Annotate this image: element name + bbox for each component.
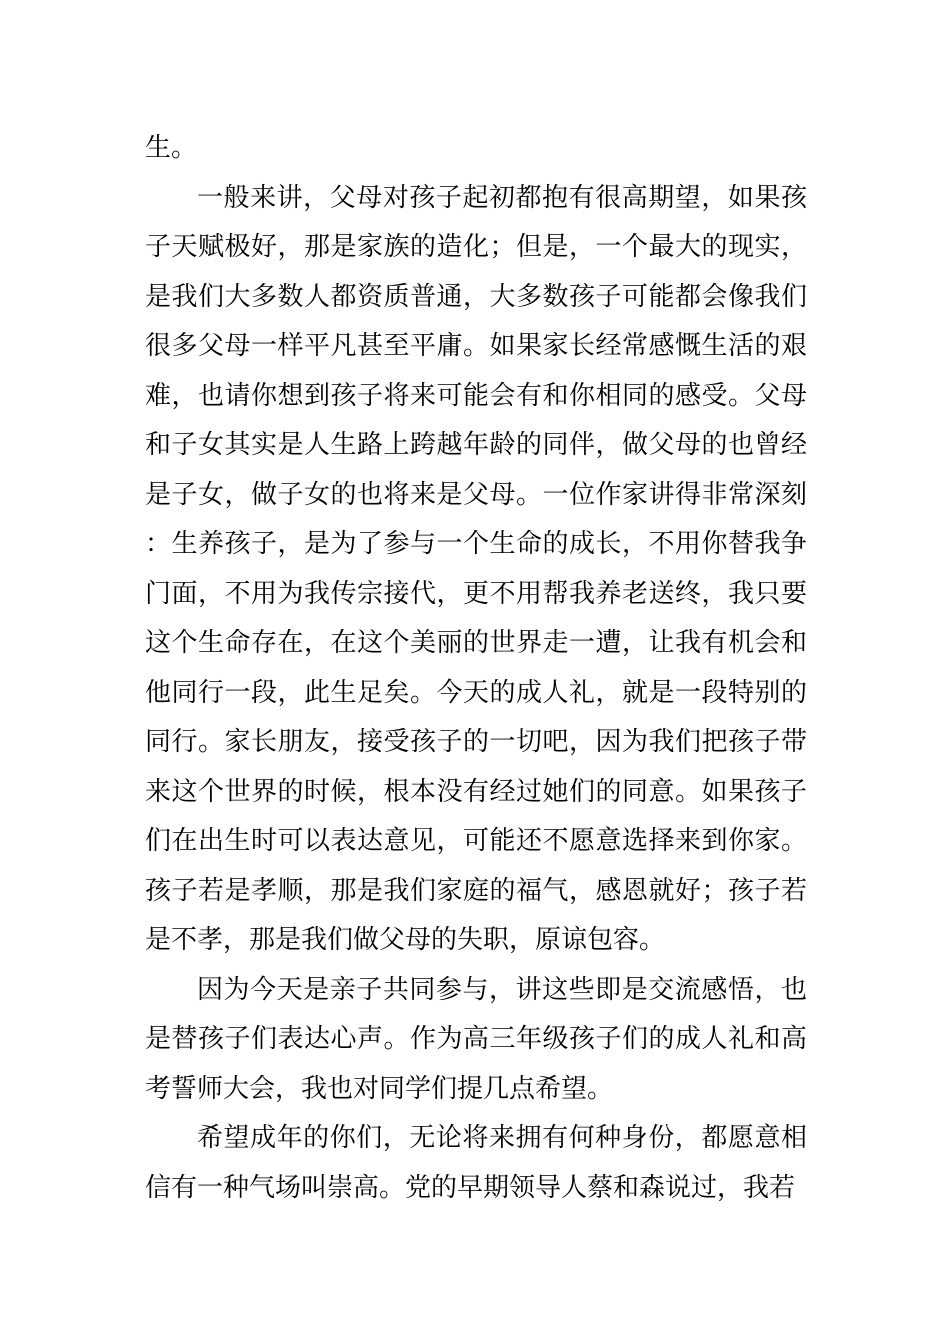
paragraph-2: 一般来讲，父母对孩子起初都抱有很高期望，如果孩子天赋极好，那是家族的造化；但是，一个最大的现实，是我们大多数人都资质普通，大多数孩子可能都会像我们很多父母一样平凡甚至平庸。如果家长经常感慨生活的艰难，也请你想到孩子将来可能会有和你相同的感受。父母和子女其实是人生路上跨越年龄的同伴，做父母的也曾经是子女，做子女的也将来是父母。一位作家讲得非常深刻：生养孩子，是为了参与一个生命的成长，不用你替我争门面，不用为我传宗接代，更不用帮我养老送终，我只要这个生命存在，在这个美丽的世界走一遭，让我有机会和他同行一段，此生足矣。今天的成人礼，就是一段特别的同行。家长朋友，接受孩子的一切吧，因为我们把孩子带来这个世界的时候，根本没有经过她们的同意。如果孩子们在出生时可以表达意见，可能还不愿意选择来到你家。孩子若是孝顺，那是我们家庭的福气，感恩就好；孩子若是不孝，那是我们做父母的失职，原谅包容。 bbox=[145, 182, 807, 955]
paragraph-4: 希望成年的你们，无论将来拥有何种身份，都愿意相信有一种气场叫崇高。党的早期领导人蔡和森说过，我若 bbox=[145, 1123, 807, 1203]
document-body bbox=[145, 124, 807, 1213]
paragraph-1: 生。 bbox=[145, 133, 198, 163]
paragraph-3: 因为今天是亲子共同参与，讲这些即是交流感悟，也是替孩子们表达心声。作为高三年级孩子们的成人礼和高考誓师大会，我也对同学们提几点希望。 bbox=[145, 974, 807, 1104]
